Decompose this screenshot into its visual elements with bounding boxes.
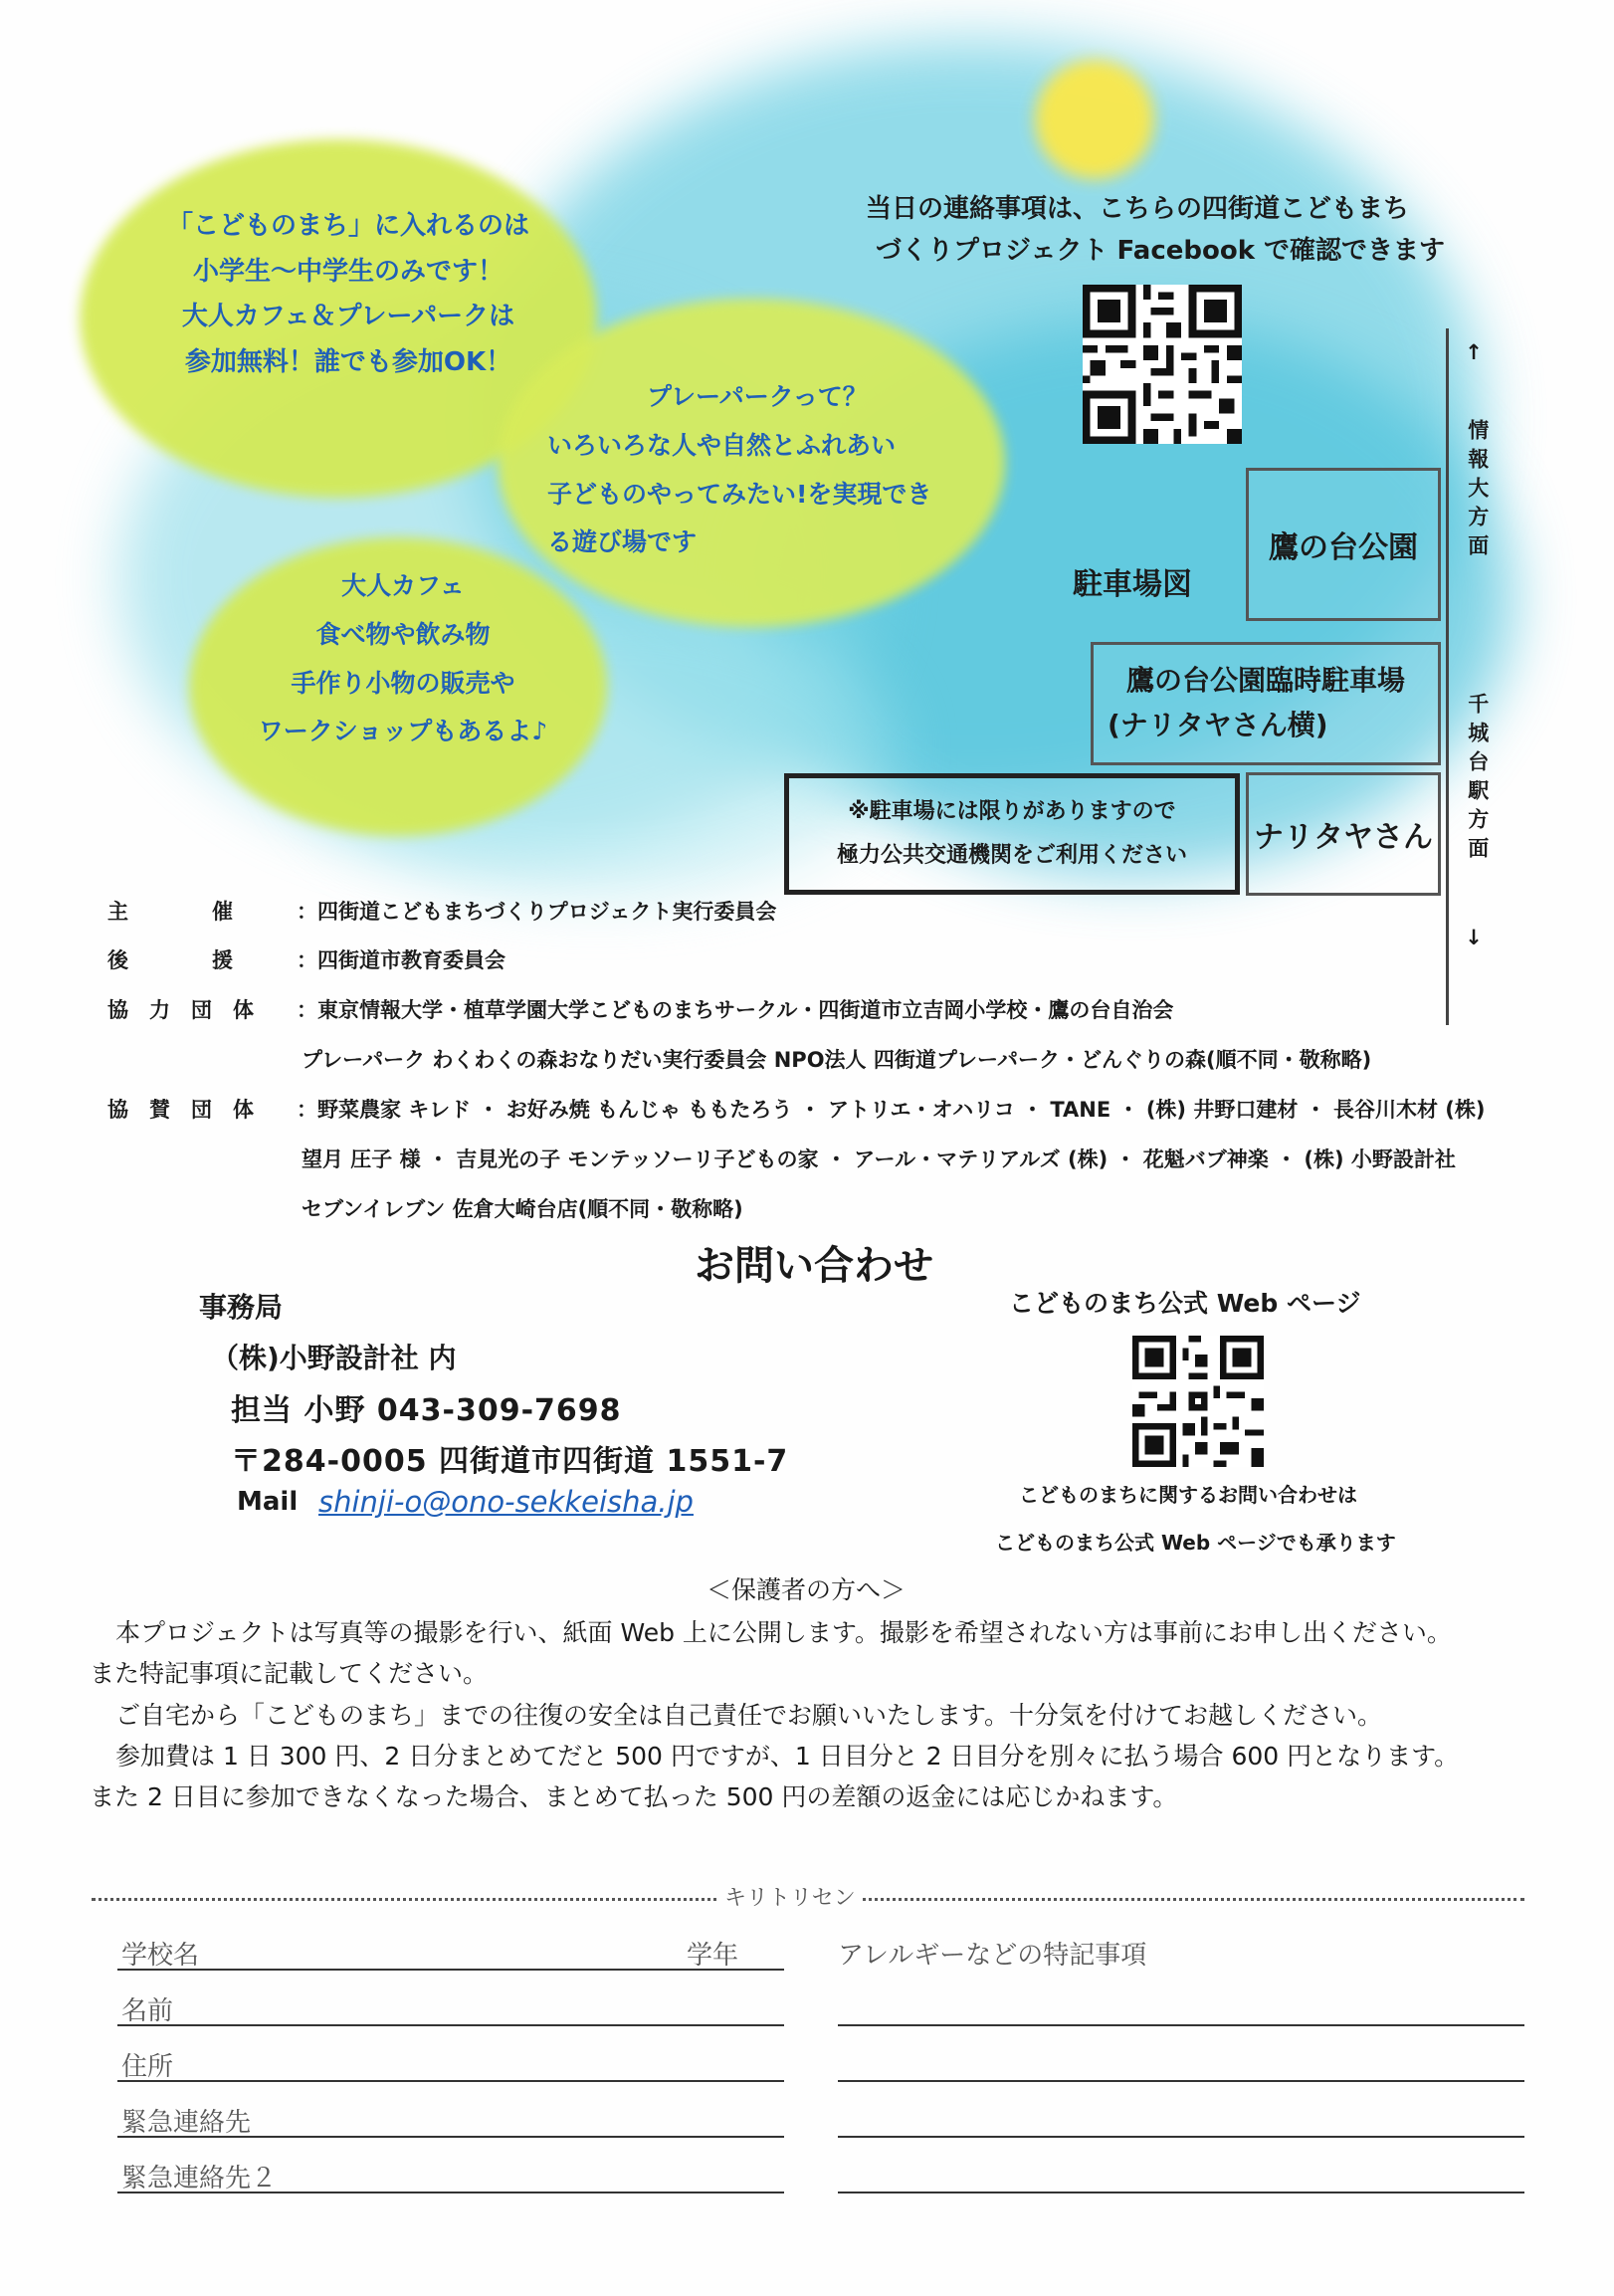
organizer-value: ：野菜農家 キレド ・ お好み焼 もんじゃ ももたろう ・ アトリエ・オハリコ ・ TANE ・ (株) 井野口建材 ・ 長谷川木材 (株) [297,1098,1486,1122]
allergy-field[interactable] [838,2024,1524,2026]
allergy-label: アレルギーなどの特記事項 [838,1941,1147,1971]
web-qr-code-icon[interactable] [1132,1336,1264,1467]
parking-notice-line: ※駐車場には限りがありますので [848,799,1176,824]
facebook-qr-code-icon[interactable] [1083,285,1242,444]
organizer-value: ：東京情報大学・植草学園大学こどものまちサークル・四街道市立吉岡小学校・鷹の台自治会 [297,998,1174,1022]
guardian-line: ご自宅から「こどものまち」までの往復の安全は自己責任でお願いいたします。十分気を付けてお越しください。 [115,1700,1383,1730]
emergency-field[interactable] [117,2136,784,2138]
grade-label: 学年 [687,1941,739,1971]
facebook-notice [866,189,1503,272]
bubble-text-playpark [537,373,975,567]
arrow-down-icon: ↓ [1465,926,1483,950]
bubble-text-cafe [209,562,597,756]
park-box [1246,468,1441,621]
road-line [1446,328,1449,1025]
arrow-up-icon: ↑ [1465,340,1483,364]
direction-bottom-text: 千城台駅方面 [1465,693,1490,867]
company-name: （株)小野設計社 内 [211,1342,457,1374]
contact-person: 担当 小野 043-309-7698 [231,1393,622,1428]
cut-label: キリトリセン [718,1881,862,1912]
organizer-label: 協 賛 団 体 [107,1098,254,1122]
organizer-value: ：四街道市教育委員会 [297,948,505,972]
bubble-line: 手作り小物の販売や [291,668,515,698]
temp-parking-line: (ナリタヤさん横) [1108,709,1328,741]
facebook-line: 当日の連絡事項は、こちらの四街道こどもまち [866,194,1410,224]
bubble-line: 「こどものまち」に入れるのは [166,211,529,241]
school-label: 学校名 [121,1941,200,1971]
bubble-line: ワークショップもあるよ♪ [258,717,548,746]
mail-link[interactable]: shinji-o@ono-sekkeisha.jp [318,1485,694,1519]
name-label: 名前 [121,1996,174,2026]
address-field[interactable] [117,2080,784,2082]
organizer-value: ：四街道こどもまちづくりプロジェクト実行委員会 [297,900,777,924]
web-note: こどものまち公式 Web ページでも承ります [995,1531,1396,1555]
narita-label: ナリタヤさん [1254,820,1433,855]
bubble-line: 子どものやってみたい!を実現でき [547,479,932,509]
bubble-text-top-left [119,204,577,385]
parking-notice-line: 極力公共交通機関をご利用ください [836,843,1187,868]
contact-address: 〒284-0005 四街道市四街道 1551-7 [231,1444,789,1479]
office-label: 事務局 [199,1291,284,1324]
guardian-notice [90,1612,1562,1817]
allergy-field[interactable] [838,2080,1524,2082]
address-label: 住所 [121,2052,174,2082]
sun-icon [1035,60,1154,179]
organizer-row [107,1094,1485,1124]
bubble-line: 大人カフェ [341,571,465,600]
name-field[interactable] [117,2024,784,2026]
direction-column [1459,338,1489,952]
allergy-field[interactable] [838,2192,1524,2193]
web-page-title: こどものまち公式 Web ページ [1009,1289,1361,1318]
guardian-line: また特記事項に記載してください。 [90,1659,489,1689]
park-label: 鷹の台公園 [1269,530,1418,565]
direction-top-text: 情報大方面 [1465,418,1490,563]
guardian-heading: ＜保護者の方へ＞ [706,1575,907,1604]
bubble-line: 食べ物や飲み物 [315,619,491,649]
organizer-row [107,896,776,926]
organizer-label: 後 援 [107,948,233,972]
emergency2-label: 緊急連絡先２ [121,2164,278,2193]
bubble-line: プレーパークって？ [647,382,868,411]
bubble-line: いろいろな人や自然とふれあい [547,430,897,460]
web-note: こどものまちに関するお問い合わせは [1019,1483,1357,1507]
organizer-label: 主 催 [107,900,233,924]
guardian-line: 参加費は 1 日 300 円、2 日分まとめてだと 500 円ですが、1 日目分と 2 日目分を別々に払う場合 600 円となります。 [115,1741,1460,1771]
temp-parking-line: 鷹の台公園臨時駐車場 [1125,664,1405,698]
bubble-line: る遊び場です [547,527,698,557]
organizer-row [107,994,1173,1024]
facebook-line: づくりプロジェクト Facebook で確認できます [876,235,1446,266]
organizer-continuation: プレーパーク わくわくの森おなりだい実行委員会 NPO法人 四街道プレーパーク・どんぐりの森(順不同・敬称略) [302,1048,1372,1072]
school-field[interactable] [117,1969,784,1971]
bubble-line: 小学生～中学生のみです！ [192,256,504,287]
narita-box [1246,772,1441,896]
guardian-line: また 2 日目に参加できなくなった場合、まとめて払った 500 円の差額の返金には応じかねます。 [90,1782,1178,1811]
organizer-continuation: 望月 圧子 様 ・ 吉見光の子 モンテッソーリ子どもの家 ・ アール・マテリアルズ (株) ・ 花魁バブ神楽 ・ (株) 小野設計社 [302,1148,1456,1171]
organizer-row [107,944,505,974]
organizer-label: 協 力 団 体 [107,998,254,1022]
emergency-label: 緊急連絡先 [121,2108,252,2138]
organizer-continuation: セブンイレブン 佐倉大崎台店(順不同・敬称略) [302,1197,743,1221]
parking-notice-box [784,773,1240,895]
temp-parking-box [1091,642,1441,765]
guardian-line: 本プロジェクトは写真等の撮影を行い、紙面 Web 上に公開します。撮影を希望されない方は事前にお申し出ください。 [115,1618,1452,1647]
allergy-field[interactable] [838,2136,1524,2138]
parking-map-label: 駐車場図 [1073,567,1192,602]
mail-label: Mail [237,1487,299,1517]
emergency2-field[interactable] [117,2192,784,2193]
bubble-line: 参加無料！誰でも参加OK！ [184,346,512,377]
bubble-line: 大人カフェ＆プレーパークは [181,302,515,331]
contact-heading: お問い合わせ [695,1243,933,1289]
